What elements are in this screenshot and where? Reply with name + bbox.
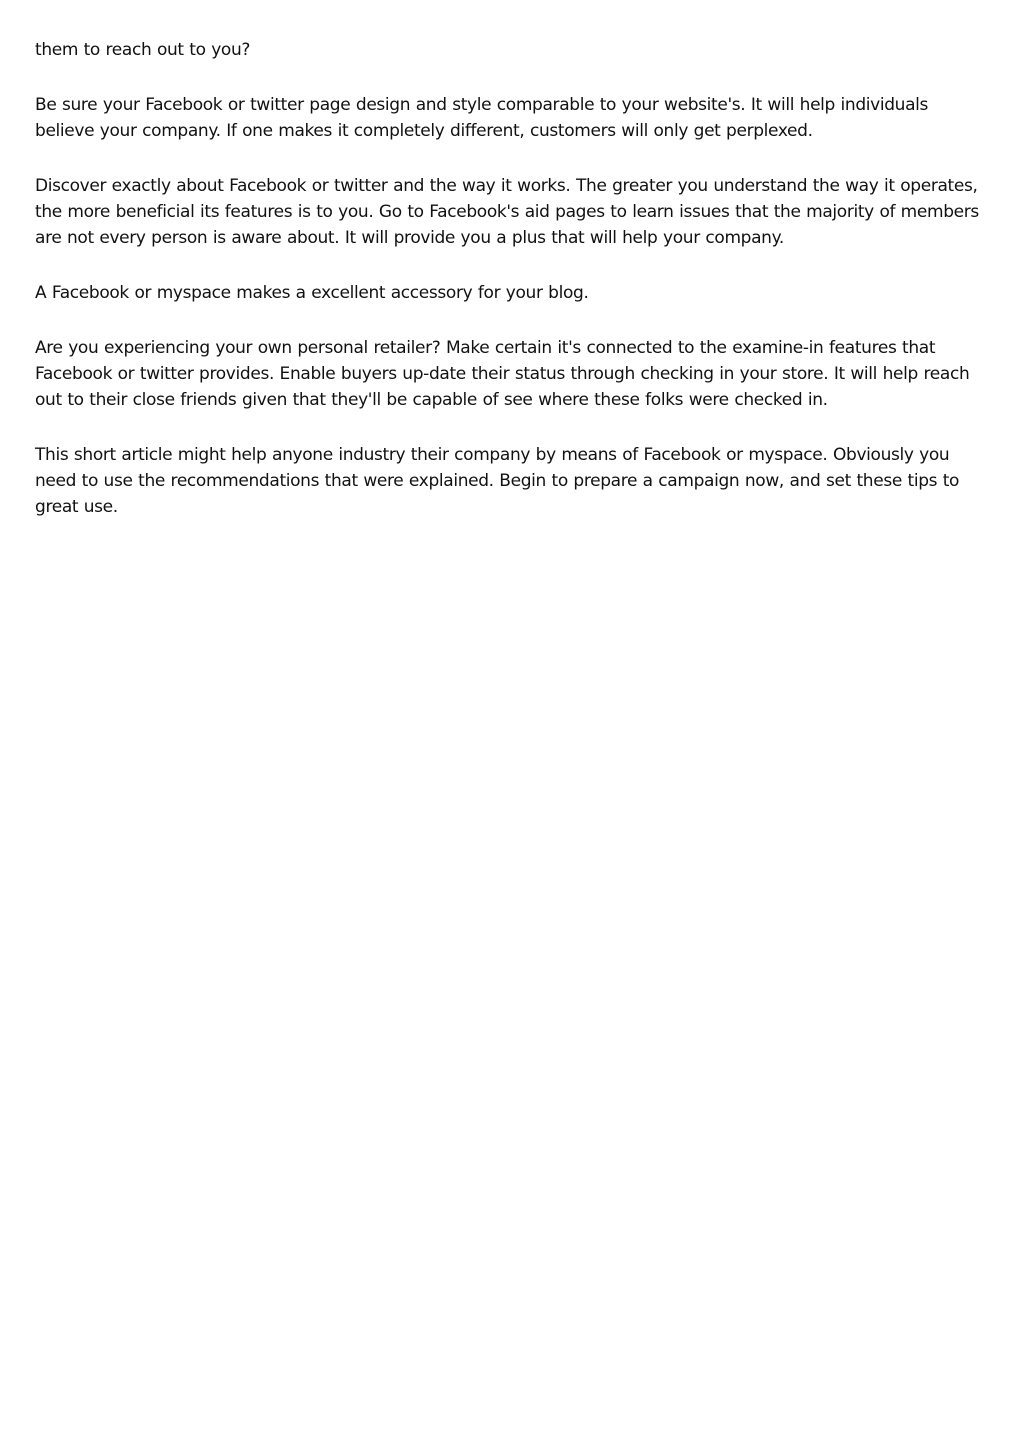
document-body [35,37,989,549]
paragraph: Are you experiencing your own personal retailer? Make certain it's connected to the examine-in features that Facebook or twitter provides. Enable buyers up-date their status through checking in your store. It will help reach out to their close friends given that they'll be capable of see where these folks were checked in. [35,338,970,410]
paragraph: them to reach out to you? [35,40,251,60]
paragraph: A Facebook or myspace makes a excellent accessory for your blog. [35,283,589,303]
paragraph: Be sure your Facebook or twitter page design and style comparable to your website's. It will help individuals believe your company. If one makes it completely different, customers will only get perplexed. [35,95,929,141]
paragraph: This short article might help anyone industry their company by means of Facebook or myspace. Obviously you need to use the recommendations that were explained. Begin to prepare a campaign now, and set these tips to great use. [35,445,960,517]
paragraph: Discover exactly about Facebook or twitter and the way it works. The greater you understand the way it operates, the more beneficial its features is to you. Go to Facebook's aid pages to learn issues that the majority of members are not every person is aware about. It will provide you a plus that will help your company. [35,176,979,248]
